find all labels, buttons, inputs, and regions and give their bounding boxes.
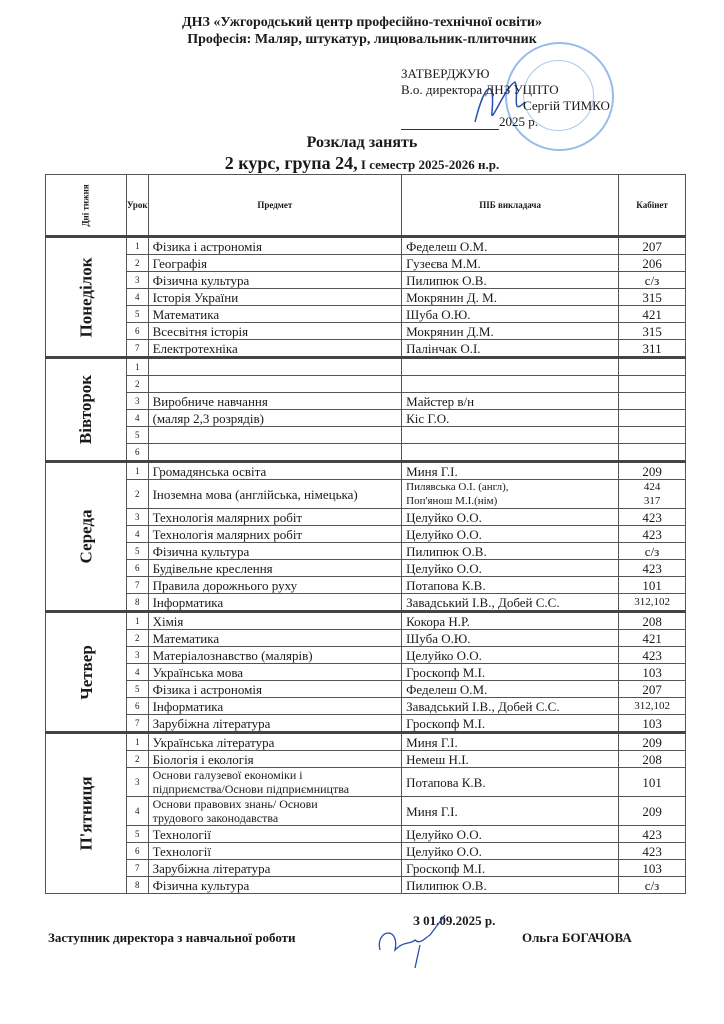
teacher-cell: Целуйко О.О.	[402, 560, 619, 577]
table-row	[46, 509, 686, 526]
schedule-table	[45, 174, 686, 894]
subject-cell: Основи галузевої економіки і підприємства/Основи підприємництва	[148, 768, 402, 797]
room-cell: 207	[619, 237, 686, 255]
teacher-cell: Потапова К.В.	[402, 768, 619, 797]
table-row	[46, 340, 686, 358]
day-cell: Понеділок	[46, 237, 127, 358]
teacher-cell: Потапова К.В.	[402, 577, 619, 594]
header-day: Дні тижня	[46, 175, 127, 237]
lesson-number: 6	[127, 698, 149, 715]
room-cell: с/з	[619, 272, 686, 289]
lesson-number: 2	[127, 376, 149, 393]
table-row	[46, 797, 686, 826]
lesson-number: 2	[127, 630, 149, 647]
lesson-number: 2	[127, 255, 149, 272]
teacher-cell	[402, 376, 619, 393]
subject-cell	[148, 427, 402, 444]
lesson-number: 2	[127, 480, 149, 509]
day-cell: Середа	[46, 462, 127, 612]
subject-cell: Фізика і астрономія	[148, 237, 402, 255]
subject-cell: Українська мова	[148, 664, 402, 681]
table-row	[46, 843, 686, 860]
approval-label: ЗАТВЕРДЖУЮ	[401, 66, 490, 81]
teacher-cell: Миня Г.І.	[402, 797, 619, 826]
lesson-number: 4	[127, 664, 149, 681]
subject-cell: Матеріалознавство (малярів)	[148, 647, 402, 664]
subject-cell: Технології	[148, 826, 402, 843]
room-cell: 421	[619, 306, 686, 323]
teacher-cell	[402, 444, 619, 462]
subject-cell: Математика	[148, 306, 402, 323]
teacher-cell: Целуйко О.О.	[402, 826, 619, 843]
room-cell: 312,102	[619, 594, 686, 612]
lesson-number: 4	[127, 289, 149, 306]
lesson-number: 7	[127, 860, 149, 877]
lesson-number: 7	[127, 715, 149, 733]
subject-cell: Електротехніка	[148, 340, 402, 358]
room-cell: 423	[619, 526, 686, 543]
day-cell: Вівторок	[46, 358, 127, 462]
room-cell: 311	[619, 340, 686, 358]
subject-cell: Фізична культура	[148, 877, 402, 894]
room-cell: 206	[619, 255, 686, 272]
room-cell	[619, 393, 686, 410]
subject-cell: Географія	[148, 255, 402, 272]
lesson-number: 6	[127, 560, 149, 577]
deputy-name: Ольга БОГАЧОВА	[522, 930, 632, 945]
table-row	[46, 647, 686, 664]
teacher-cell	[402, 427, 619, 444]
subject-cell: Правила дорожнього руху	[148, 577, 402, 594]
table-row	[46, 358, 686, 376]
lesson-number: 1	[127, 612, 149, 630]
table-row	[46, 255, 686, 272]
table-row	[46, 393, 686, 410]
lesson-number: 1	[127, 358, 149, 376]
room-cell: 103	[619, 860, 686, 877]
lesson-number: 3	[127, 509, 149, 526]
lesson-number: 3	[127, 272, 149, 289]
room-cell: 208	[619, 751, 686, 768]
lesson-number: 6	[127, 444, 149, 462]
subject-cell: Технологія малярних робіт	[148, 526, 402, 543]
teacher-cell: Пилипюк О.В.	[402, 543, 619, 560]
teacher-cell: Майстер в/н	[402, 393, 619, 410]
table-row	[46, 612, 686, 630]
day-cell: П'ятниця	[46, 733, 127, 894]
room-cell: 209	[619, 797, 686, 826]
lesson-number: 1	[127, 237, 149, 255]
room-cell	[619, 427, 686, 444]
header-teacher: ПІБ викладача	[402, 175, 619, 237]
teacher-cell: Пилипюк О.В.	[402, 877, 619, 894]
table-row	[46, 427, 686, 444]
table-row	[46, 630, 686, 647]
table-header-row	[46, 175, 686, 237]
subject-cell	[148, 444, 402, 462]
profession-line: Професія: Маляр, штукатур, лицювальник-плиточник	[187, 32, 537, 47]
subject-cell: Іноземна мова (англійська, німецька)	[148, 480, 402, 509]
lesson-number: 4	[127, 526, 149, 543]
day-cell: Четвер	[46, 612, 127, 733]
semester-label: І семестр 2025-2026 н.р.	[357, 157, 500, 172]
lesson-number: 4	[127, 410, 149, 427]
lesson-number: 5	[127, 826, 149, 843]
room-cell: 208	[619, 612, 686, 630]
teacher-cell: Пилипюк О.В.	[402, 272, 619, 289]
subject-cell: Українська література	[148, 733, 402, 751]
table-row	[46, 323, 686, 340]
table-row	[46, 664, 686, 681]
approval-block	[401, 66, 621, 130]
schedule-subtitle	[0, 153, 724, 174]
subject-cell: (маляр 2,3 розрядів)	[148, 410, 402, 427]
lesson-number: 2	[127, 751, 149, 768]
teacher-cell: Целуйко О.О.	[402, 526, 619, 543]
table-row	[46, 681, 686, 698]
subject-cell: Математика	[148, 630, 402, 647]
table-row	[46, 577, 686, 594]
room-cell: 423	[619, 647, 686, 664]
subject-cell: Будівельне креслення	[148, 560, 402, 577]
approval-date: 2025 р.	[499, 114, 538, 129]
teacher-cell: Целуйко О.О.	[402, 647, 619, 664]
teacher-cell: Пилявська О.І. (англ), Поп'янош М.І.(нім)	[402, 480, 619, 509]
header-lesson: Урок	[127, 175, 149, 237]
room-cell: 103	[619, 715, 686, 733]
table-row	[46, 462, 686, 480]
lesson-number: 6	[127, 323, 149, 340]
room-cell: 207	[619, 681, 686, 698]
table-row	[46, 237, 686, 255]
lesson-number: 5	[127, 681, 149, 698]
subject-cell: Фізична культура	[148, 543, 402, 560]
room-cell: 103	[619, 664, 686, 681]
room-cell: 424 317	[619, 480, 686, 509]
subject-cell	[148, 358, 402, 376]
room-cell: с/з	[619, 543, 686, 560]
lesson-number: 6	[127, 843, 149, 860]
subject-cell: Фізична культура	[148, 272, 402, 289]
table-row	[46, 715, 686, 733]
lesson-number: 8	[127, 594, 149, 612]
teacher-cell: Миня Г.І.	[402, 462, 619, 480]
room-cell: 315	[619, 289, 686, 306]
table-row	[46, 560, 686, 577]
teacher-cell: Кіс Г.О.	[402, 410, 619, 427]
room-cell: 423	[619, 560, 686, 577]
approval-position: В.о. директора ДНЗ УЦПТО	[401, 82, 559, 97]
teacher-cell	[402, 358, 619, 376]
subject-cell: Зарубіжна література	[148, 715, 402, 733]
table-row	[46, 698, 686, 715]
approval-name: Сергій ТИМКО	[523, 98, 610, 113]
table-row	[46, 751, 686, 768]
room-cell: 421	[619, 630, 686, 647]
lesson-number: 5	[127, 306, 149, 323]
teacher-cell: Гроскопф М.І.	[402, 715, 619, 733]
teacher-cell: Мокрянин Д. М.	[402, 289, 619, 306]
room-cell: 423	[619, 826, 686, 843]
table-row	[46, 376, 686, 393]
subject-cell: Фізика і астрономія	[148, 681, 402, 698]
table-row	[46, 289, 686, 306]
room-cell	[619, 410, 686, 427]
teacher-cell: Гроскопф М.І.	[402, 664, 619, 681]
subject-cell: Всесвітня історія	[148, 323, 402, 340]
teacher-cell: Завадський І.В., Добей С.С.	[402, 594, 619, 612]
header-room: Кабінет	[619, 175, 686, 237]
lesson-number: 3	[127, 393, 149, 410]
lesson-number: 4	[127, 797, 149, 826]
subject-cell: Технологія малярних робіт	[148, 509, 402, 526]
table-row	[46, 860, 686, 877]
teacher-cell: Немеш Н.І.	[402, 751, 619, 768]
table-row	[46, 594, 686, 612]
room-cell: 423	[619, 843, 686, 860]
teacher-cell: Целуйко О.О.	[402, 843, 619, 860]
table-row	[46, 444, 686, 462]
room-cell: 312,102	[619, 698, 686, 715]
lesson-number: 1	[127, 733, 149, 751]
room-cell: 209	[619, 733, 686, 751]
header-subject: Предмет	[148, 175, 402, 237]
lesson-number: 5	[127, 427, 149, 444]
teacher-cell: Гроскопф М.І.	[402, 860, 619, 877]
lesson-number: 1	[127, 462, 149, 480]
teacher-cell: Феделеш О.М.	[402, 681, 619, 698]
schedule-title: Розклад занять	[306, 134, 418, 151]
room-cell: 315	[619, 323, 686, 340]
room-cell: 423	[619, 509, 686, 526]
effective-date: З 01.09.2025 р.	[413, 913, 496, 928]
table-row	[46, 733, 686, 751]
room-cell	[619, 376, 686, 393]
table-row	[46, 272, 686, 289]
teacher-cell: Шуба О.Ю.	[402, 306, 619, 323]
table-row	[46, 410, 686, 427]
group-label: 2 курс, група 24,	[224, 153, 358, 173]
room-cell: 209	[619, 462, 686, 480]
table-row	[46, 526, 686, 543]
subject-cell: Інформатика	[148, 698, 402, 715]
table-row	[46, 480, 686, 509]
subject-cell: Технології	[148, 843, 402, 860]
subject-cell: Біологія і екологія	[148, 751, 402, 768]
teacher-cell: Завадський І.В., Добей С.С.	[402, 698, 619, 715]
subject-cell: Основи правових знань/ Основи трудового законодавства	[148, 797, 402, 826]
table-row	[46, 768, 686, 797]
lesson-number: 3	[127, 647, 149, 664]
room-cell: 101	[619, 577, 686, 594]
room-cell: 101	[619, 768, 686, 797]
subject-cell: Громадянська освіта	[148, 462, 402, 480]
lesson-number: 8	[127, 877, 149, 894]
teacher-cell: Шуба О.Ю.	[402, 630, 619, 647]
deputy-signature	[370, 910, 450, 970]
subject-cell: Історія України	[148, 289, 402, 306]
teacher-cell: Мокрянин Д.М.	[402, 323, 619, 340]
institution-name: ДНЗ «Ужгородський центр професійно-технічної освіти»	[182, 15, 542, 30]
lesson-number: 5	[127, 543, 149, 560]
subject-cell: Хімія	[148, 612, 402, 630]
table-row	[46, 543, 686, 560]
table-row	[46, 826, 686, 843]
teacher-cell: Целуйко О.О.	[402, 509, 619, 526]
subject-cell: Виробниче навчання	[148, 393, 402, 410]
teacher-cell: Миня Г.І.	[402, 733, 619, 751]
teacher-cell: Феделеш О.М.	[402, 237, 619, 255]
table-row	[46, 877, 686, 894]
room-cell	[619, 444, 686, 462]
subject-cell: Інформатика	[148, 594, 402, 612]
teacher-cell: Кокора Н.Р.	[402, 612, 619, 630]
lesson-number: 7	[127, 577, 149, 594]
teacher-cell: Палінчак О.І.	[402, 340, 619, 358]
room-cell: с/з	[619, 877, 686, 894]
subject-cell	[148, 376, 402, 393]
subject-cell: Зарубіжна література	[148, 860, 402, 877]
lesson-number: 3	[127, 768, 149, 797]
room-cell	[619, 358, 686, 376]
deputy-position: Заступник директора з навчальної роботи	[48, 930, 296, 945]
table-row	[46, 306, 686, 323]
lesson-number: 7	[127, 340, 149, 358]
teacher-cell: Гузеєва М.М.	[402, 255, 619, 272]
